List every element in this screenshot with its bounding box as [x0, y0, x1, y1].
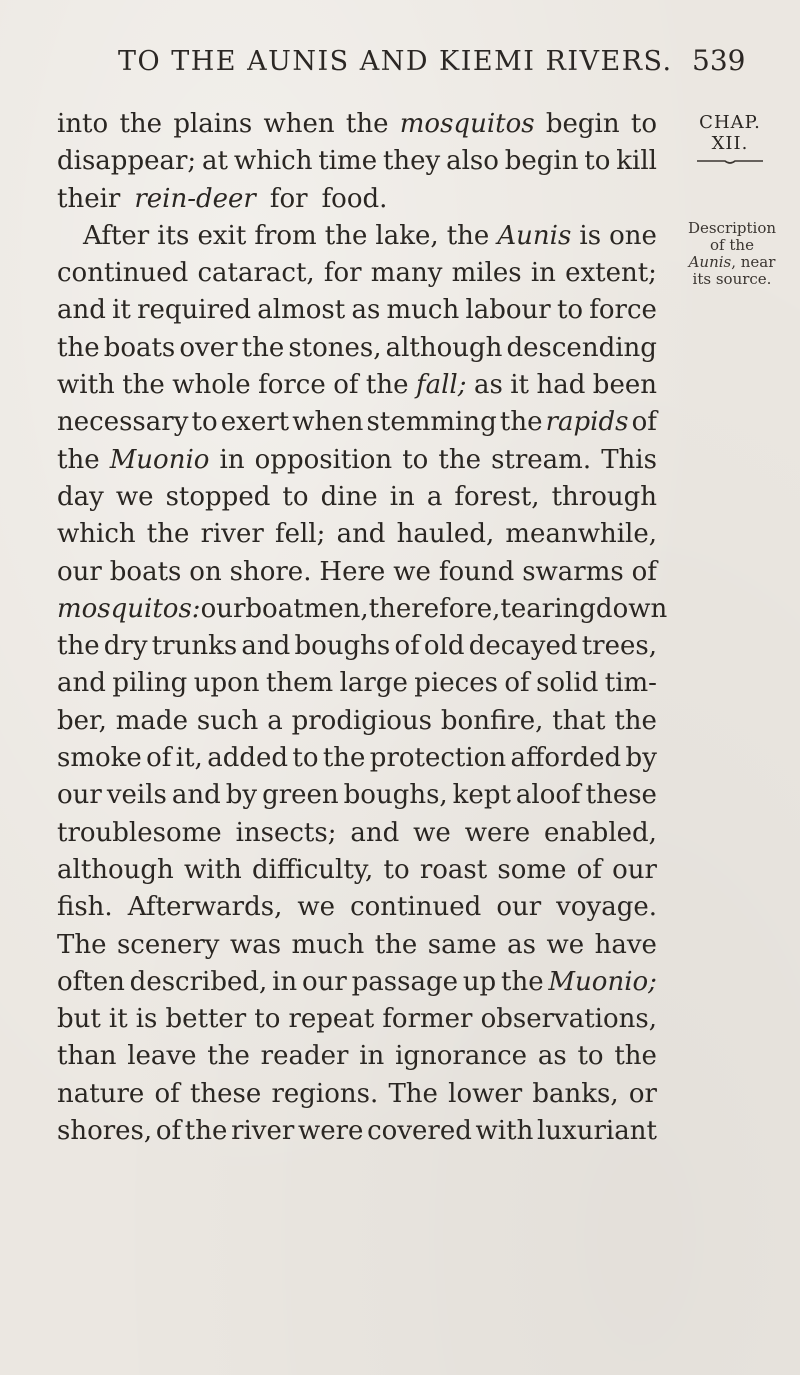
word: a [267, 705, 283, 736]
word: same [427, 929, 497, 960]
text-line [57, 665, 657, 702]
word: swarms [522, 556, 624, 587]
word: former [382, 1004, 473, 1035]
text-line [57, 703, 657, 740]
text-line [57, 1038, 657, 1075]
word: almost [257, 295, 346, 326]
word: it, [175, 743, 203, 774]
word: the [119, 109, 163, 139]
word: which [233, 146, 313, 177]
word: stones, [288, 332, 382, 363]
word: leave [127, 1041, 197, 1072]
word: the [57, 631, 100, 662]
word: made [115, 705, 188, 736]
word: to [383, 854, 410, 885]
word: we [115, 481, 154, 512]
text-line [57, 554, 657, 591]
word: over [179, 332, 238, 363]
word: ignorance [395, 1041, 528, 1072]
word: the [324, 220, 368, 251]
word: the [345, 109, 389, 139]
word: our [57, 780, 102, 811]
word: better [165, 1004, 247, 1035]
word: stopped [165, 481, 271, 512]
text-line [57, 516, 657, 553]
word: and [336, 519, 386, 550]
word: with [57, 370, 115, 401]
word: extent; [565, 258, 657, 289]
word: into [57, 109, 109, 139]
text-line [57, 852, 657, 889]
word: when [263, 109, 335, 139]
word: been [592, 370, 657, 401]
text-line [57, 218, 657, 255]
word: opposition [254, 444, 393, 475]
word: the [501, 966, 544, 997]
word: disappear; [57, 146, 197, 177]
word: our [301, 966, 347, 997]
word: the [365, 370, 409, 401]
word: for [323, 258, 362, 289]
word: descending [506, 332, 657, 363]
word: also [446, 146, 499, 177]
word: required [137, 295, 252, 326]
word: forest, [454, 481, 540, 512]
word: to [577, 1041, 604, 1072]
word: lake, [375, 220, 439, 251]
word: through [551, 481, 657, 512]
word: fall; [415, 370, 467, 401]
word: exit [197, 220, 247, 251]
word: shores, [57, 1116, 153, 1147]
word: Afterwards, [127, 892, 283, 923]
word: as [537, 1041, 567, 1072]
word: cataract, [197, 258, 315, 289]
word: of [155, 1116, 182, 1147]
word: as [351, 295, 381, 326]
marginal-note [672, 220, 792, 288]
word: the [438, 444, 481, 475]
word: green [262, 780, 339, 811]
text-line [57, 479, 657, 516]
word: This [601, 444, 657, 475]
word: scenery [116, 929, 220, 960]
text-line [57, 367, 657, 404]
word: with [475, 1116, 534, 1147]
text-line [57, 404, 657, 441]
text-line [57, 889, 657, 926]
word: we [393, 556, 431, 587]
word: one [609, 220, 657, 251]
word: such [196, 705, 259, 736]
word: food. [321, 183, 388, 214]
word: to [282, 481, 309, 512]
word: old [423, 631, 465, 662]
word: to [556, 295, 584, 326]
word: the [57, 332, 100, 363]
word: in [359, 1041, 385, 1072]
word: it [510, 370, 529, 401]
word: tearing [500, 593, 596, 624]
word: covered [367, 1116, 472, 1147]
word: Muonio [109, 444, 210, 475]
word: added [207, 743, 289, 774]
text-line [57, 815, 657, 852]
word: of [576, 854, 602, 885]
word: stemming [366, 407, 497, 438]
word: continued [350, 892, 482, 923]
word: to [402, 444, 429, 475]
word: mosquitos [399, 109, 535, 139]
word: for [269, 183, 308, 214]
word: troublesome [57, 817, 222, 848]
word: and [171, 780, 221, 811]
word: had [536, 370, 586, 401]
word: luxuriant [536, 1116, 657, 1147]
word: the [122, 370, 165, 401]
word: repeat [288, 1004, 375, 1035]
word: whole [172, 370, 251, 401]
marginal-note-line: of the [710, 236, 754, 254]
text-line [57, 964, 657, 1001]
word: on [189, 556, 222, 587]
word: afforded [510, 743, 622, 774]
text-line [57, 1113, 657, 1150]
word: upon [193, 668, 260, 699]
word: rapids [545, 407, 629, 438]
word: observations, [480, 1004, 657, 1035]
word: their [57, 183, 121, 214]
word: which [57, 519, 136, 550]
word: with [184, 854, 242, 885]
word: down [595, 593, 668, 624]
word: although [385, 332, 503, 363]
body-text [57, 106, 668, 1150]
word: difficulty, [251, 854, 374, 885]
word: as [507, 929, 536, 960]
word: pieces [414, 668, 498, 699]
word: were [297, 1116, 364, 1147]
word: solid [536, 668, 599, 699]
word: trees, [581, 631, 657, 662]
word: time [318, 146, 378, 177]
word: some [497, 854, 567, 885]
word: continued [57, 258, 189, 289]
word: were [464, 817, 531, 848]
word: After [83, 220, 150, 251]
word: of [631, 407, 657, 438]
word: our [496, 892, 542, 923]
text-line [57, 1076, 657, 1113]
word: fell; [274, 519, 326, 550]
word: in [219, 444, 245, 475]
word: that [552, 705, 606, 736]
word: have [594, 929, 657, 960]
word: nature [57, 1078, 145, 1109]
word: voyage. [556, 892, 657, 923]
word: roast [419, 854, 488, 885]
word: by [625, 743, 657, 774]
word: force [589, 295, 657, 326]
word: shore. [229, 556, 312, 587]
word: bonfire, [440, 705, 544, 736]
word: begin [504, 146, 579, 177]
word: boatmen, [245, 593, 369, 624]
word: much [291, 929, 365, 960]
word: of [394, 631, 420, 662]
word: by [225, 780, 258, 811]
word: to [584, 146, 611, 177]
word: to [254, 1004, 281, 1035]
word: the [146, 519, 190, 550]
word: and [241, 631, 291, 662]
word: and [57, 668, 106, 699]
word: and [57, 295, 106, 326]
word: the [322, 743, 366, 774]
word: dine [320, 481, 378, 512]
marginal-note-line: Description [687, 219, 777, 237]
word: miles [451, 258, 522, 289]
word: the [499, 407, 543, 438]
text-line [57, 591, 668, 628]
word: the [614, 705, 657, 736]
word: day [57, 481, 104, 512]
word: it [112, 295, 131, 326]
text-line [57, 927, 657, 964]
word: our [612, 854, 657, 885]
word: but [57, 1004, 101, 1035]
word: its [157, 220, 190, 251]
chapter-marker [690, 112, 770, 166]
word: the [207, 1041, 250, 1072]
word: ber, [57, 705, 107, 736]
word: found [438, 556, 515, 587]
text-line [57, 442, 657, 479]
word: dry [103, 631, 148, 662]
word: insects; [235, 817, 337, 848]
word: them [265, 668, 334, 699]
word: exert [220, 407, 290, 438]
word: we [546, 929, 585, 960]
text-line [57, 255, 657, 292]
word: piling [112, 668, 188, 699]
word: they [382, 146, 441, 177]
word: hauled, [396, 519, 495, 550]
word: banks, [532, 1078, 619, 1109]
word: these [189, 1078, 262, 1109]
word: meanwhile, [505, 519, 657, 550]
word: trunks [151, 631, 238, 662]
word: of [333, 370, 359, 401]
word: many [370, 258, 443, 289]
word: or [628, 1078, 657, 1109]
word: veils [106, 780, 167, 811]
word: Muonio; [548, 966, 657, 997]
word: when [292, 407, 364, 438]
word: therefore, [368, 593, 501, 624]
word: kill [616, 146, 657, 177]
text-line [57, 181, 657, 218]
word: the [374, 929, 418, 960]
word: reader [260, 1041, 349, 1072]
word: in [530, 258, 556, 289]
word: boats [109, 556, 182, 587]
text-line [57, 292, 657, 329]
word: we [413, 817, 451, 848]
word: in [389, 481, 415, 512]
marginal-note-line: Aunis, near [688, 253, 776, 271]
word: described, [129, 966, 268, 997]
word: force [258, 370, 326, 401]
word: labour [465, 295, 551, 326]
word: enabled, [544, 817, 657, 848]
word: begin [545, 109, 620, 139]
word: The [388, 1078, 438, 1109]
word: at [202, 146, 228, 177]
word: from [254, 220, 317, 251]
word: tim- [604, 668, 657, 699]
word: to [292, 743, 319, 774]
word: decayed [468, 631, 578, 662]
word: kept [452, 780, 511, 811]
word: up [462, 966, 497, 997]
word: to [630, 109, 657, 139]
word: was [229, 929, 282, 960]
word: lower [448, 1078, 523, 1109]
text-line [57, 777, 657, 814]
word: although [57, 854, 174, 885]
word: prodigious [291, 705, 432, 736]
word: passage [351, 966, 458, 997]
word: the [57, 444, 100, 475]
word: our [57, 556, 102, 587]
word: and [350, 817, 400, 848]
word: The [57, 929, 107, 960]
word: rein-deer [134, 183, 256, 214]
word: necessary [57, 407, 189, 438]
word: the [184, 1116, 228, 1147]
word: aloof [515, 780, 581, 811]
chapter-label: CHAP. [699, 112, 761, 133]
word: to [191, 407, 218, 438]
word: boughs [294, 631, 391, 662]
word: regions. [271, 1078, 379, 1109]
page-number: 539 [692, 44, 746, 77]
text-line [57, 1001, 657, 1038]
word: mosquitos: [57, 593, 201, 624]
word: boughs, [343, 780, 448, 811]
word: the [241, 332, 285, 363]
word: much [386, 295, 460, 326]
word: we [297, 892, 336, 923]
marginal-note-line: its source. [692, 270, 772, 288]
word: Aunis [497, 220, 572, 251]
word: large [339, 668, 408, 699]
word: than [57, 1041, 117, 1072]
word: the [446, 220, 490, 251]
word: is [135, 1004, 158, 1035]
word: often [57, 966, 125, 997]
word: boats [103, 332, 176, 363]
word: of [146, 743, 172, 774]
text-line [57, 143, 657, 180]
word: stream. [491, 444, 592, 475]
word: is [579, 220, 602, 251]
word: as [473, 370, 503, 401]
word: fish. [57, 892, 113, 923]
text-line [57, 330, 657, 367]
word: it [108, 1004, 128, 1035]
word: the [614, 1041, 657, 1072]
word: protection [369, 743, 507, 774]
text-line [57, 106, 657, 143]
text-line [57, 628, 657, 665]
word: of [631, 556, 657, 587]
word: river [200, 519, 264, 550]
word: Here [319, 556, 386, 587]
word: smoke [57, 743, 142, 774]
running-title: TO THE AUNIS AND KIEMI RIVERS. [118, 46, 673, 77]
word: of [504, 668, 530, 699]
word: river [231, 1116, 295, 1147]
word: these [585, 780, 657, 811]
word: in [272, 966, 298, 997]
chapter-rule-ornament [695, 158, 765, 166]
word: plains [173, 109, 253, 139]
word: our [200, 593, 246, 624]
chapter-number: XII. [711, 133, 749, 154]
text-line [57, 740, 657, 777]
word: a [426, 481, 443, 512]
word: of [154, 1078, 180, 1109]
